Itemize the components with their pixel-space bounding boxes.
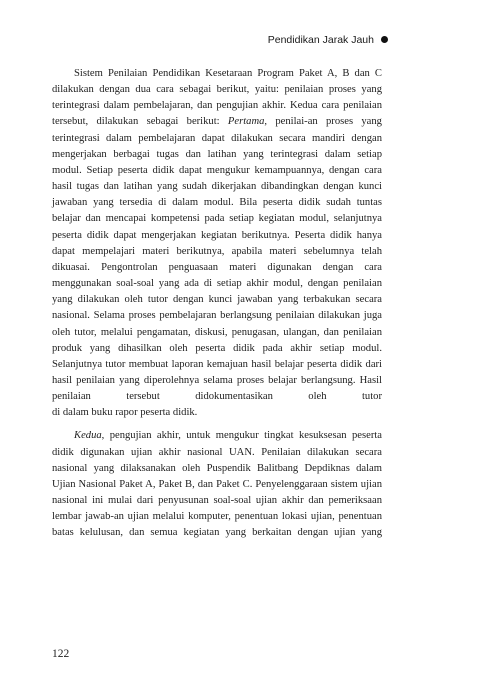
running-header: Pendidikan Jarak Jauh [267, 34, 374, 46]
paragraph-1-last-line-text: di dalam buku rapor peserta didik. [52, 407, 198, 419]
paragraph-2 [52, 428, 382, 541]
bullet-icon [381, 36, 388, 43]
paragraph-1-last-line [52, 405, 382, 421]
paragraph-1 [52, 66, 382, 405]
paragraph-1-text-continued: , penilai-an proses yang terintegrasi dalam pembelajaran dapat dilakukan secara mandiri dengan mengerjakan berbagai tugas dan latihan yang terintegrasi dalam setiap modul. Setiap peserta didik dapat mengukur kemampuannya, dengan cara hasil tugas dan latihan yang sudah dikerjakan dibandingkan dengan kunci jawaban yang tersedia di dalam modul. Bila peserta didik sudah tuntas belajar dan mencapai kompetensi pada setiap kegiatan modul, selanjutnya peserta didik dapat mengerjakan kegiatan berikutnya. Peserta didik hanya dapat mempelajari materi berikutnya, apabila materi sebelumnya telah dikuasai. Pengontrolan penguasaan materi digunakan dengan cara menggunakan soal-soal yang ada di setiap akhir modul, dengan penilaian yang dilakukan oleh tutor dengan kunci jawaban yang terbakukan secara nasional. Selama proses pembelajaran berlangsung penilaian dilakukan juga oleh tutor, melalui pengamatan, diskusi, penugasan, ulangan, dan penilaian produk yang dihasilkan oleh peserta didik pada akhir setiap modul. Selanjutnya tutor membuat laporan kemajuan hasil belajar peserta didik dari hasil penilaian yang diperolehnya selama proses belajar berlangsung. Hasil penilaian tersebut didokumentasikan oleh tutor [52, 116, 382, 403]
body-text [52, 66, 382, 542]
paragraph-1-text: Sistem Penilaian Pendidikan Kesetaraan Program Paket A, B dan C dilakukan dengan dua cara sebagai berikut, yaitu: penilaian proses yang terintegrasi dalam pembelajaran, dan pengujian akhir. Kedua cara penilaian tersebut, dilakukan sebagai berikut: [52, 68, 382, 128]
paragraph-2-italic: Kedua [74, 430, 102, 442]
page-number: 122 [52, 648, 70, 660]
paragraph-2-text: , pengujian akhir, untuk mengukur tingkat kesuksesan peserta didik digunakan ujian akhir nasional UAN. Penilaian dilakukan secara nasional yang dilaksanakan oleh Puspendik Balitbang Depdiknas dalam Ujian Nasional Paket A, Paket B, dan Paket C. Penyelenggaraan sistem ujian nasional ini mulai dari penyusunan soal-soal ujian akhir dan pemeriksaan lembar jawab-an ujian melalui komputer, penentuan lokasi ujian, penentuan batas kelulusan, dan semua kegiatan yang berkaitan dengan ujian yang [52, 430, 382, 539]
paragraph-1-italic: Pertama [227, 116, 265, 128]
